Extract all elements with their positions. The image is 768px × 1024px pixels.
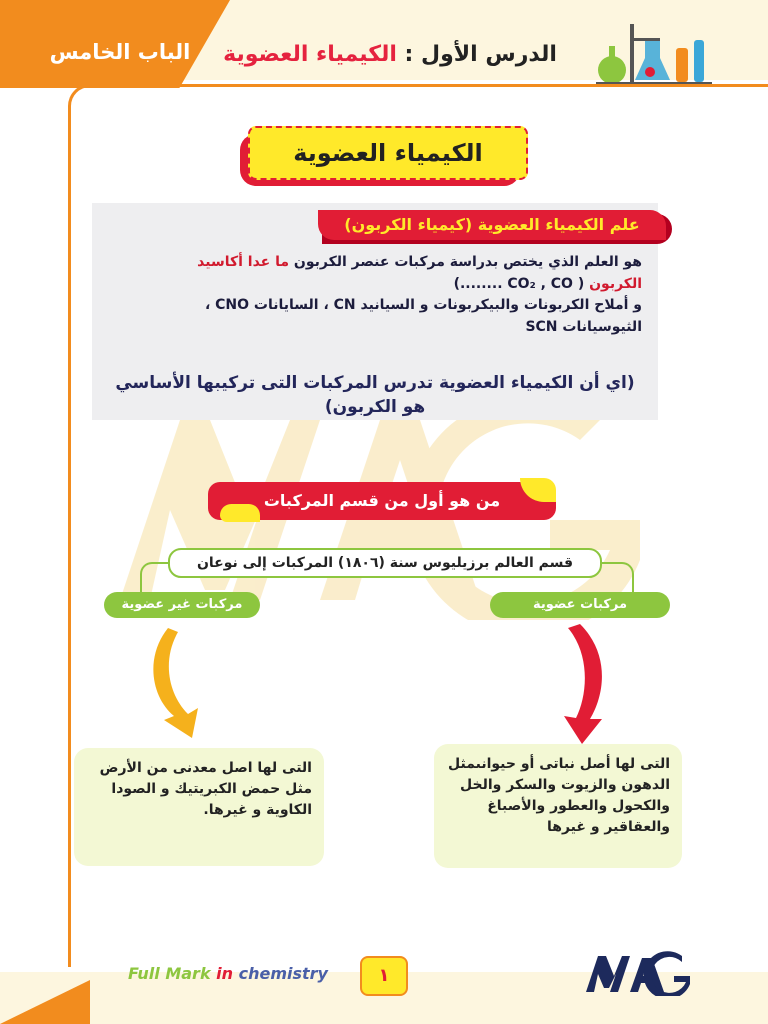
curved-arrow-down-icon (560, 624, 610, 744)
section-question-box (208, 482, 556, 520)
organic-label: مركبات عضوية (490, 592, 670, 618)
definition-line-1-text: هو العلم الذي يختص بدراسة مركبات عنصر الكربون (293, 254, 642, 270)
brand-chemistry: chemistry (238, 964, 328, 983)
definition-line-2 (112, 274, 642, 296)
lab-glassware-icon (590, 18, 720, 92)
section-decor-dot-left (220, 504, 260, 522)
organic-description: التى لها أصل نباتى أو حيوانىمثل الدهون والزيوت والسكر والخل والكحول والعطور والأصباغ والعقاقير و غيرها (434, 744, 682, 868)
inorganic-description: التى لها اصل معدنى من الأرض مثل حمض الكبريتيك و الصودا الكاوية و غيرها. (74, 748, 324, 866)
definition-line-4: الثيوسيانات SCN (525, 319, 642, 336)
chapter-title: الباب الخامس (49, 40, 191, 64)
definition-heading: علم الكيمياء العضوية (كيمياء الكربون) (318, 210, 666, 240)
brand-full-mark: Full Mark (128, 964, 211, 983)
mag-logo (582, 950, 692, 996)
branch-line-right (598, 562, 634, 594)
definition-line-1 (112, 252, 642, 274)
page-title: الكيمياء العضوية (248, 126, 528, 180)
lesson-topic: الكيمياء العضوية (223, 42, 397, 67)
definition-line-1-emphasis: ما عدا أكاسيد (197, 254, 290, 270)
lesson-title (200, 42, 580, 67)
definition-text (112, 252, 642, 339)
lesson-label: الدرس الأول : (404, 42, 557, 67)
brand-in: in (216, 964, 234, 983)
section-question: من هو أول من قسم المركبات (263, 491, 501, 510)
inorganic-label: مركبات غير عضوية (104, 592, 260, 618)
classification-statement: قسم العالم برزيليوس سنة (١٨٠٦) المركبات إلى نوعان (168, 548, 602, 578)
definition-note: (اي أن الكيمياء العضوية تدرس المركبات التى تركيبها الأساسي هو الكربون) (115, 373, 635, 417)
definition-line-2-text: ( CO₂ , CO ........) (453, 275, 585, 292)
page-number: ١ (360, 956, 408, 996)
curved-arrow-down-icon (148, 628, 204, 738)
definition-line-2-emphasis: الكربون (589, 275, 642, 292)
definition-line-3: و أملاح الكربونات والبيكربونات و السيانيد CN ، السايانات CNO ، (204, 297, 642, 314)
brand-wordmark (128, 964, 328, 983)
